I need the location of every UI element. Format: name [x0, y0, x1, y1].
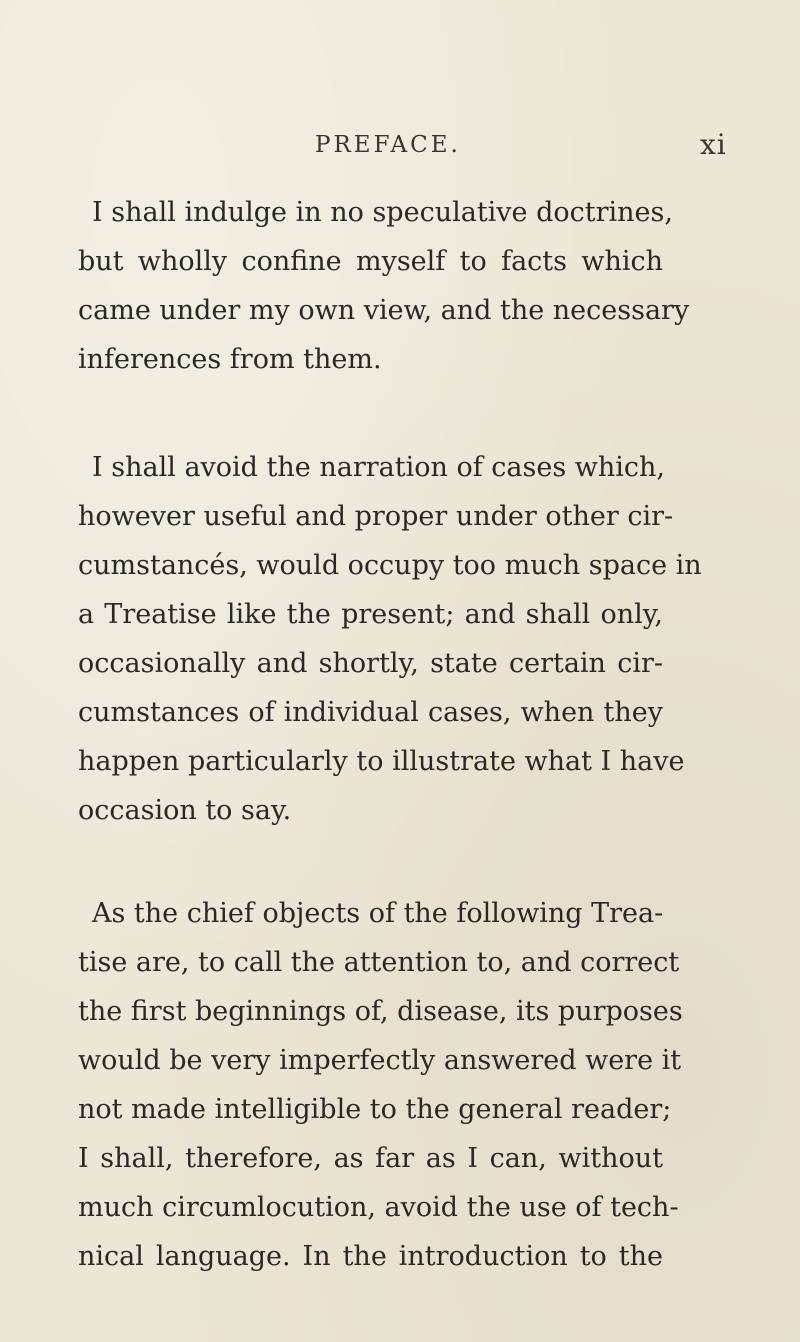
text-line: however useful and proper under other cir-	[78, 501, 674, 532]
text-line: As the chief objects of the following Trea-	[92, 898, 664, 929]
text-line: but wholly confine myself to facts which	[78, 246, 663, 277]
text-line: cumstancés, would occupy too much space in	[78, 550, 702, 581]
text-line: I shall, therefore, as far as I can, without	[78, 1143, 663, 1174]
text-line: occasionally and shortly, state certain cir-	[78, 648, 663, 679]
text-line: much circumlocution, avoid the use of tech-	[78, 1192, 679, 1223]
text-line: came under my own view, and the necessary	[78, 295, 690, 326]
running-head	[0, 128, 800, 172]
text-line: cumstances of individual cases, when they	[78, 697, 663, 728]
paragraph-1	[78, 188, 690, 384]
text-line: not made intelligible to the general reader;	[78, 1094, 672, 1125]
text-line: I shall avoid the narration of cases which,	[92, 452, 666, 483]
running-head-title: PREFACE.	[315, 132, 461, 158]
text-line: happen particularly to illustrate what I have	[78, 746, 685, 777]
text-line: tise are, to call the attention to, and correct	[78, 947, 680, 978]
text-line: I shall indulge in no speculative doctrines,	[92, 197, 673, 228]
paragraph-3	[78, 889, 683, 1281]
text-line: nical language. In the introduction to the	[78, 1241, 663, 1272]
text-line: would be very imperfectly answered were it	[78, 1045, 682, 1076]
text-line: occasion to say.	[78, 795, 292, 826]
text-line: inferences from them.	[78, 344, 382, 375]
text-line: the first beginnings of, disease, its purposes	[78, 996, 683, 1027]
paragraph-2	[78, 443, 702, 835]
page-number: xi	[700, 128, 727, 161]
text-line: a Treatise like the present; and shall only,	[78, 599, 663, 630]
body-text	[78, 188, 702, 1281]
